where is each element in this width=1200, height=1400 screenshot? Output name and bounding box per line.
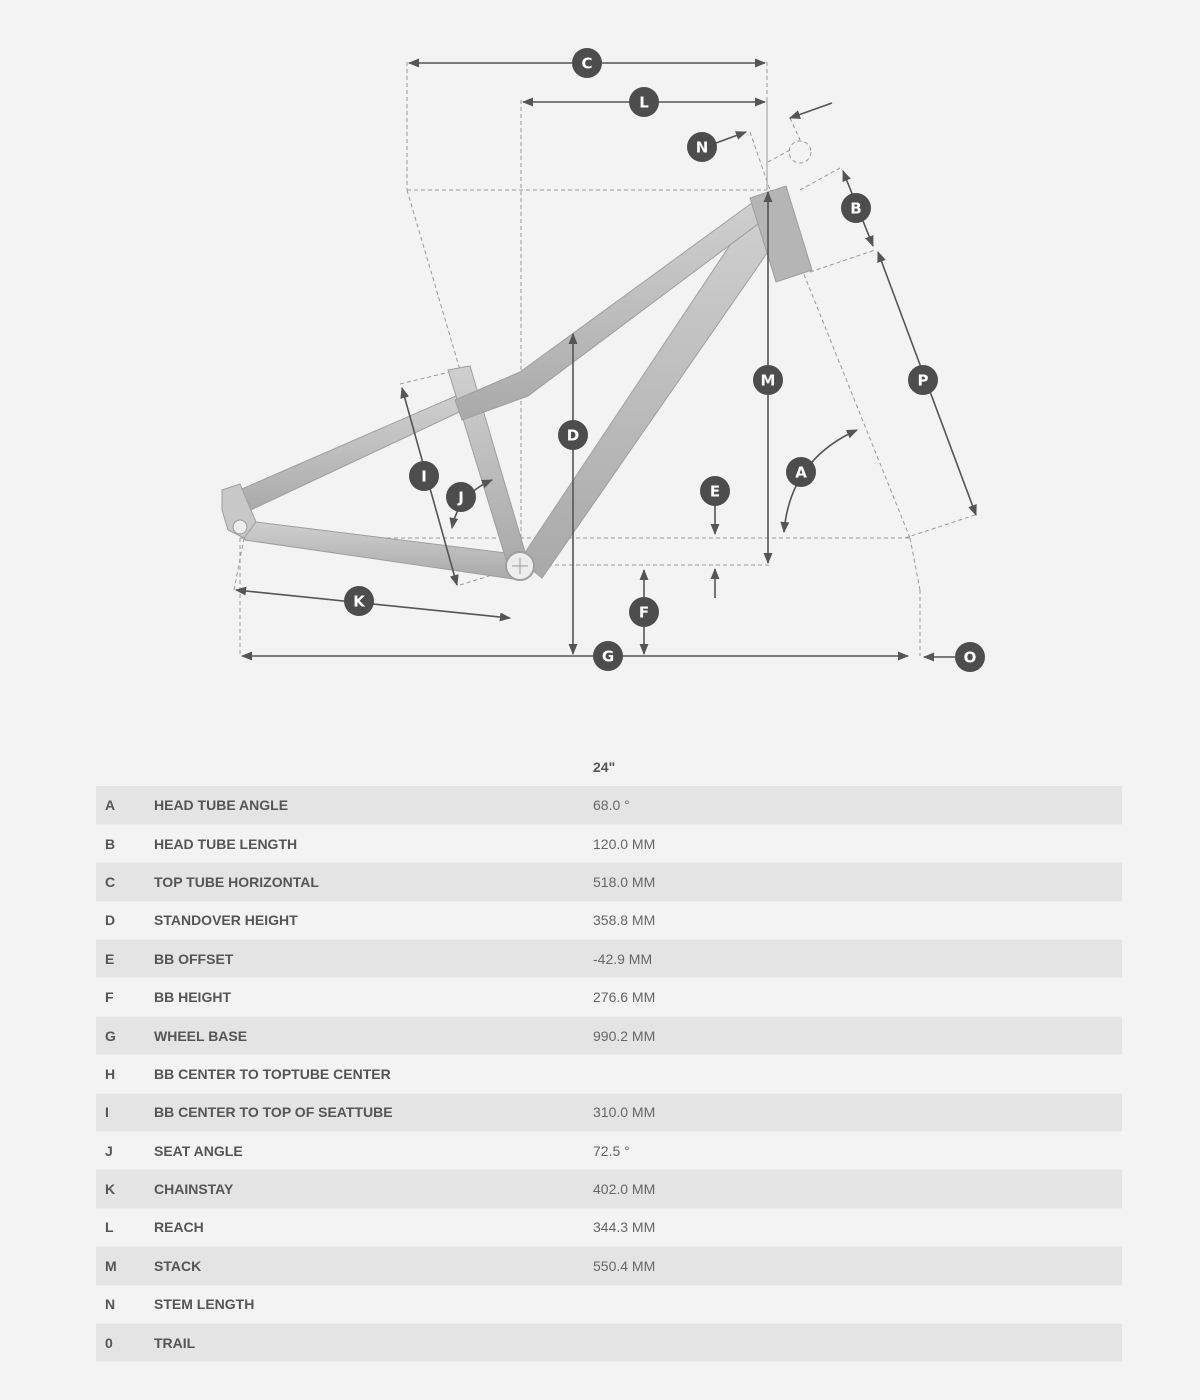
row-letter: C [105, 873, 116, 890]
badge-j [446, 482, 476, 512]
row-measurement: TOP TUBE HORIZONTAL [154, 873, 319, 890]
dimension-lines [236, 63, 976, 657]
row-letter: K [105, 1181, 116, 1198]
row-measurement: BB OFFSET [154, 950, 234, 967]
svg-text:L: L [639, 93, 649, 112]
svg-text:N: N [695, 138, 709, 157]
header-size: 24" [593, 759, 616, 775]
table-row [96, 1055, 1122, 1093]
row-measurement: TRAIL [154, 1334, 196, 1351]
row-measurement: BB CENTER TO TOP OF SEATTUBE [154, 1104, 393, 1121]
row-letter: G [105, 1027, 116, 1044]
badge-n [687, 132, 717, 162]
badge-p [908, 365, 938, 395]
badge-b [841, 193, 871, 223]
table-row [96, 824, 1122, 862]
row-measurement: HEAD TUBE ANGLE [154, 796, 289, 813]
badge-m [753, 365, 783, 395]
header-letter [96, 748, 154, 786]
table-row [96, 940, 1122, 978]
row-measurement: REACH [154, 1219, 204, 1236]
geometry-table-body [96, 786, 1122, 1362]
row-value: -42.9 MM [593, 950, 653, 967]
table-row [96, 1247, 1122, 1285]
row-measurement: STANDOVER HEIGHT [154, 912, 298, 929]
row-value: 344.3 MM [593, 1219, 656, 1236]
svg-text:M: M [760, 371, 776, 390]
row-value: 120.0 MM [593, 835, 656, 852]
badge-d [558, 420, 588, 450]
table-row [96, 1285, 1122, 1323]
row-value: 990.2 MM [593, 1027, 656, 1044]
geometry-table [96, 748, 1122, 1362]
badge-l [629, 87, 659, 117]
row-letter: A [105, 796, 116, 813]
table-header-row [96, 748, 1122, 786]
row-measurement: WHEEL BASE [154, 1027, 248, 1044]
header-measurement [154, 748, 593, 786]
badge-g [593, 641, 623, 671]
row-value [593, 1323, 1122, 1361]
row-letter: N [105, 1296, 116, 1313]
badge-c [572, 48, 602, 78]
svg-text:O: O [963, 648, 977, 667]
svg-text:F: F [638, 603, 650, 622]
row-measurement: SEAT ANGLE [154, 1142, 243, 1159]
row-value: 550.4 MM [593, 1257, 656, 1274]
table-row [96, 1170, 1122, 1208]
row-letter: M [105, 1257, 117, 1274]
row-letter: I [105, 1104, 109, 1121]
table-row [96, 1208, 1122, 1246]
row-value: 72.5 ° [593, 1142, 630, 1159]
row-measurement: BB CENTER TO TOPTUBE CENTER [154, 1065, 391, 1082]
table-row [96, 1323, 1122, 1361]
table-row [96, 1016, 1122, 1054]
row-value: 276.6 MM [593, 989, 656, 1006]
row-measurement: HEAD TUBE LENGTH [154, 835, 298, 852]
row-letter: H [105, 1065, 116, 1082]
table-row [96, 978, 1122, 1016]
badge-k [344, 586, 374, 616]
svg-text:C: C [581, 54, 593, 73]
svg-text:G: G [601, 647, 615, 666]
svg-text:P: P [917, 371, 929, 390]
row-value [593, 1055, 1122, 1093]
row-value [593, 1285, 1122, 1323]
svg-text:E: E [709, 482, 721, 501]
row-value: 68.0 ° [593, 796, 630, 813]
table-row [96, 901, 1122, 939]
table-row [96, 1093, 1122, 1131]
table-row [96, 1132, 1122, 1170]
row-value: 402.0 MM [593, 1181, 656, 1198]
row-measurement: BB HEIGHT [154, 989, 231, 1006]
row-letter: L [105, 1219, 114, 1236]
badge-e [700, 476, 730, 506]
badge-o [955, 642, 985, 672]
row-letter: E [105, 950, 115, 967]
row-letter: B [105, 835, 116, 852]
row-letter: F [105, 989, 114, 1006]
row-measurement: STACK [154, 1257, 202, 1274]
svg-text:J: J [458, 488, 464, 507]
svg-text:K: K [353, 592, 365, 611]
table-row [96, 863, 1122, 901]
guide-lines [234, 62, 975, 656]
row-value: 518.0 MM [593, 873, 656, 890]
badge-f [629, 597, 659, 627]
row-measurement: CHAINSTAY [154, 1181, 234, 1198]
row-value: 310.0 MM [593, 1104, 656, 1121]
badge-a [786, 457, 816, 487]
svg-text:I: I [421, 467, 427, 486]
row-measurement: STEM LENGTH [154, 1296, 255, 1313]
row-letter: 0 [105, 1334, 113, 1351]
row-letter: D [105, 912, 116, 929]
svg-text:A: A [795, 463, 807, 482]
svg-text:B: B [850, 199, 862, 218]
row-value: 358.8 MM [593, 912, 656, 929]
badge-i [409, 461, 439, 491]
svg-text:D: D [566, 426, 580, 445]
row-letter: J [105, 1142, 113, 1159]
bike-frame [222, 186, 812, 580]
table-row [96, 786, 1122, 824]
